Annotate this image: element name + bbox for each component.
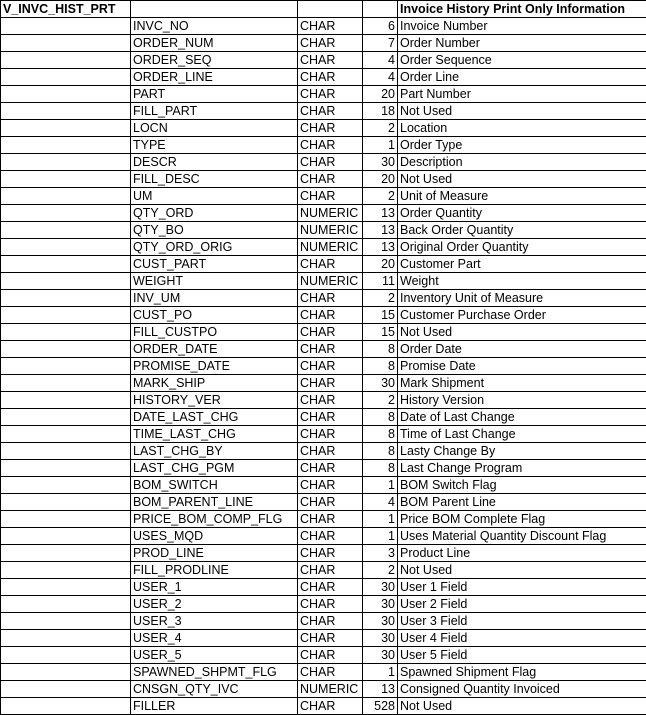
field-name-cell[interactable]: SPAWNED_SHPMT_FLG	[131, 664, 298, 681]
field-name-cell[interactable]: CNSGN_QTY_IVC	[131, 681, 298, 698]
table-name-cell[interactable]	[1, 596, 131, 613]
field-description-cell[interactable]: User 1 Field	[398, 579, 646, 596]
field-description-cell[interactable]: Original Order Quantity	[398, 239, 646, 256]
table-row	[1, 681, 646, 698]
table-row	[1, 443, 646, 460]
field-length-cell[interactable]: 8	[363, 358, 398, 375]
field-type-cell[interactable]: CHAR	[298, 664, 363, 681]
table-row	[1, 137, 646, 154]
field-type-cell[interactable]: CHAR	[298, 511, 363, 528]
field-length-cell[interactable]: 18	[363, 103, 398, 120]
table-row	[1, 18, 646, 35]
field-description-cell[interactable]: Invoice Number	[398, 18, 646, 35]
field-name-cell[interactable]: FILL_DESC	[131, 171, 298, 188]
field-length-cell[interactable]: 2	[363, 120, 398, 137]
field-description-cell[interactable]: Not Used	[398, 324, 646, 341]
field-length-cell[interactable]: 30	[363, 375, 398, 392]
table-row	[1, 545, 646, 562]
field-length-cell[interactable]: 30	[363, 154, 398, 171]
table-name-cell[interactable]	[1, 698, 131, 715]
field-length-cell[interactable]: 1	[363, 528, 398, 545]
field-type-cell[interactable]: CHAR	[298, 698, 363, 715]
field-name-cell[interactable]: ORDER_NUM	[131, 35, 298, 52]
table-row	[1, 579, 646, 596]
field-description-cell[interactable]: Price BOM Complete Flag	[398, 511, 646, 528]
field-length-cell[interactable]: 13	[363, 222, 398, 239]
field-type-cell[interactable]: CHAR	[298, 137, 363, 154]
field-name-cell[interactable]: ORDER_SEQ	[131, 52, 298, 69]
table-name-cell[interactable]	[1, 239, 131, 256]
table-name-cell[interactable]	[1, 613, 131, 630]
table-row	[1, 460, 646, 477]
field-length-cell[interactable]: 11	[363, 273, 398, 290]
field-description-cell[interactable]: Customer Part	[398, 256, 646, 273]
field-type-cell[interactable]: CHAR	[298, 86, 363, 103]
table-row	[1, 426, 646, 443]
table-row	[1, 409, 646, 426]
field-description-cell[interactable]: Consigned Quantity Invoiced	[398, 681, 646, 698]
field-name-cell[interactable]: TYPE	[131, 137, 298, 154]
table-name-cell[interactable]	[1, 290, 131, 307]
table-row	[1, 477, 646, 494]
table-name-cell[interactable]	[1, 154, 131, 171]
table-name-cell[interactable]	[1, 18, 131, 35]
field-description-cell[interactable]: Description	[398, 154, 646, 171]
field-description-cell[interactable]: Unit of Measure	[398, 188, 646, 205]
field-name-cell[interactable]: BOM_PARENT_LINE	[131, 494, 298, 511]
field-name-cell[interactable]: USER_3	[131, 613, 298, 630]
table-row	[1, 86, 646, 103]
field-length-cell[interactable]: 30	[363, 647, 398, 664]
field-description-cell[interactable]: Customer Purchase Order	[398, 307, 646, 324]
field-type-cell[interactable]: CHAR	[298, 188, 363, 205]
table-name-cell[interactable]	[1, 681, 131, 698]
table-name-cell[interactable]	[1, 120, 131, 137]
field-description-cell[interactable]: Back Order Quantity	[398, 222, 646, 239]
field-name-cell[interactable]: QTY_BO	[131, 222, 298, 239]
field-length-cell[interactable]: 2	[363, 562, 398, 579]
field-name-cell[interactable]: LAST_CHG_PGM	[131, 460, 298, 477]
field-description-cell[interactable]: BOM Parent Line	[398, 494, 646, 511]
field-description-cell[interactable]: Not Used	[398, 562, 646, 579]
field-description-cell[interactable]: Weight	[398, 273, 646, 290]
field-name-cell[interactable]: USES_MQD	[131, 528, 298, 545]
table-name-cell[interactable]: V_INVC_HIST_PRT	[1, 1, 131, 18]
field-description-cell[interactable]: User 3 Field	[398, 613, 646, 630]
field-name-cell[interactable]: ORDER_LINE	[131, 69, 298, 86]
field-name-cell[interactable]: INVC_NO	[131, 18, 298, 35]
field-name-cell[interactable]: BOM_SWITCH	[131, 477, 298, 494]
field-length-cell[interactable]: 4	[363, 69, 398, 86]
table-name-cell[interactable]	[1, 222, 131, 239]
table-name-cell[interactable]	[1, 443, 131, 460]
field-name-cell[interactable]: FILL_PRODLINE	[131, 562, 298, 579]
field-description-cell[interactable]: Not Used	[398, 171, 646, 188]
field-type-cell[interactable]: CHAR	[298, 256, 363, 273]
table-row	[1, 358, 646, 375]
field-type-cell[interactable]: NUMERIC	[298, 222, 363, 239]
field-name-cell[interactable]: LOCN	[131, 120, 298, 137]
table-row	[1, 239, 646, 256]
table-name-cell[interactable]	[1, 545, 131, 562]
field-type-cell[interactable]: CHAR	[298, 392, 363, 409]
field-length-cell[interactable]: 15	[363, 324, 398, 341]
table-description-cell[interactable]: Invoice History Print Only Information	[398, 1, 646, 18]
field-description-cell[interactable]: Time of Last Change	[398, 426, 646, 443]
table-row	[1, 647, 646, 664]
table-row	[1, 494, 646, 511]
field-name-cell[interactable]: USER_4	[131, 630, 298, 647]
field-description-cell[interactable]: User 2 Field	[398, 596, 646, 613]
field-name-cell[interactable]: HISTORY_VER	[131, 392, 298, 409]
field-type-cell[interactable]: CHAR	[298, 579, 363, 596]
field-type-cell[interactable]: CHAR	[298, 528, 363, 545]
field-length-cell[interactable]: 30	[363, 613, 398, 630]
table-row	[1, 596, 646, 613]
table-row	[1, 120, 646, 137]
field-name-cell[interactable]: DATE_LAST_CHG	[131, 409, 298, 426]
field-name-cell[interactable]: FILL_CUSTPO	[131, 324, 298, 341]
table-name-cell[interactable]	[1, 273, 131, 290]
field-length-cell[interactable]: 8	[363, 409, 398, 426]
field-name-cell[interactable]: MARK_SHIP	[131, 375, 298, 392]
field-name-cell[interactable]: PRICE_BOM_COMP_FLG	[131, 511, 298, 528]
table-row	[1, 664, 646, 681]
field-type-cell[interactable]: CHAR	[298, 103, 363, 120]
field-name-cell[interactable]: USER_1	[131, 579, 298, 596]
field-type-cell[interactable]: CHAR	[298, 290, 363, 307]
field-type-cell[interactable]: CHAR	[298, 494, 363, 511]
field-description-cell[interactable]: Part Number	[398, 86, 646, 103]
table-name-cell[interactable]	[1, 86, 131, 103]
header-field-cell[interactable]	[131, 1, 298, 18]
field-description-cell[interactable]: Location	[398, 120, 646, 137]
header-row	[1, 1, 646, 18]
field-length-cell[interactable]: 20	[363, 86, 398, 103]
table-row	[1, 511, 646, 528]
table-name-cell[interactable]	[1, 35, 131, 52]
field-name-cell[interactable]: ORDER_DATE	[131, 341, 298, 358]
table-name-cell[interactable]	[1, 511, 131, 528]
field-description-cell[interactable]: BOM Switch Flag	[398, 477, 646, 494]
field-type-cell[interactable]: CHAR	[298, 69, 363, 86]
table-name-cell[interactable]	[1, 137, 131, 154]
field-type-cell[interactable]: CHAR	[298, 545, 363, 562]
field-length-cell[interactable]: 30	[363, 579, 398, 596]
table-row	[1, 324, 646, 341]
table-row	[1, 103, 646, 120]
field-length-cell[interactable]: 2	[363, 392, 398, 409]
field-name-cell[interactable]: PROD_LINE	[131, 545, 298, 562]
field-description-cell[interactable]: Mark Shipment	[398, 375, 646, 392]
field-name-cell[interactable]: LAST_CHG_BY	[131, 443, 298, 460]
field-description-cell[interactable]: History Version	[398, 392, 646, 409]
field-type-cell[interactable]: CHAR	[298, 613, 363, 630]
field-length-cell[interactable]: 20	[363, 171, 398, 188]
table-row	[1, 188, 646, 205]
field-type-cell[interactable]: NUMERIC	[298, 273, 363, 290]
table-row	[1, 171, 646, 188]
field-description-cell[interactable]: Spawned Shipment Flag	[398, 664, 646, 681]
field-length-cell[interactable]: 7	[363, 35, 398, 52]
field-description-cell[interactable]: Not Used	[398, 698, 646, 715]
field-name-cell[interactable]: PROMISE_DATE	[131, 358, 298, 375]
field-type-cell[interactable]: CHAR	[298, 120, 363, 137]
field-name-cell[interactable]: DESCR	[131, 154, 298, 171]
table-name-cell[interactable]	[1, 358, 131, 375]
field-length-cell[interactable]: 8	[363, 460, 398, 477]
field-type-cell[interactable]: CHAR	[298, 35, 363, 52]
field-length-cell[interactable]: 4	[363, 494, 398, 511]
field-description-cell[interactable]: Date of Last Change	[398, 409, 646, 426]
table-name-cell[interactable]	[1, 307, 131, 324]
table-name-cell[interactable]	[1, 562, 131, 579]
field-type-cell[interactable]: CHAR	[298, 562, 363, 579]
table-name-cell[interactable]	[1, 528, 131, 545]
field-length-cell[interactable]: 8	[363, 426, 398, 443]
table-row	[1, 273, 646, 290]
table-row	[1, 35, 646, 52]
field-length-cell[interactable]: 2	[363, 188, 398, 205]
field-length-cell[interactable]: 20	[363, 256, 398, 273]
field-type-cell[interactable]: CHAR	[298, 154, 363, 171]
field-type-cell[interactable]: NUMERIC	[298, 681, 363, 698]
table-row	[1, 341, 646, 358]
table-row	[1, 222, 646, 239]
field-type-cell[interactable]: CHAR	[298, 341, 363, 358]
table-row	[1, 290, 646, 307]
field-type-cell[interactable]: CHAR	[298, 647, 363, 664]
table-name-cell[interactable]	[1, 103, 131, 120]
table-name-cell[interactable]	[1, 664, 131, 681]
field-length-cell[interactable]: 1	[363, 664, 398, 681]
field-length-cell[interactable]: 1	[363, 477, 398, 494]
table-name-cell[interactable]	[1, 647, 131, 664]
table-row	[1, 613, 646, 630]
table-row	[1, 256, 646, 273]
table-row	[1, 307, 646, 324]
table-name-cell[interactable]	[1, 375, 131, 392]
table-name-cell[interactable]	[1, 426, 131, 443]
field-type-cell[interactable]: NUMERIC	[298, 205, 363, 222]
field-type-cell[interactable]: CHAR	[298, 460, 363, 477]
field-description-cell[interactable]: Order Date	[398, 341, 646, 358]
table-row	[1, 52, 646, 69]
field-name-cell[interactable]: INV_UM	[131, 290, 298, 307]
field-name-cell[interactable]: WEIGHT	[131, 273, 298, 290]
table-name-cell[interactable]	[1, 460, 131, 477]
field-length-cell[interactable]: 30	[363, 630, 398, 647]
header-length-cell[interactable]	[363, 1, 398, 18]
field-name-cell[interactable]: FILLER	[131, 698, 298, 715]
field-length-cell[interactable]: 6	[363, 18, 398, 35]
field-length-cell[interactable]: 8	[363, 443, 398, 460]
field-type-cell[interactable]: CHAR	[298, 18, 363, 35]
table-name-cell[interactable]	[1, 630, 131, 647]
field-description-cell[interactable]: Lasty Change By	[398, 443, 646, 460]
field-name-cell[interactable]: PART	[131, 86, 298, 103]
field-type-cell[interactable]: CHAR	[298, 426, 363, 443]
field-name-cell[interactable]: UM	[131, 188, 298, 205]
table-row	[1, 375, 646, 392]
field-name-cell[interactable]: TIME_LAST_CHG	[131, 426, 298, 443]
table-row	[1, 154, 646, 171]
field-type-cell[interactable]: CHAR	[298, 443, 363, 460]
field-type-cell[interactable]: CHAR	[298, 409, 363, 426]
table-name-cell[interactable]	[1, 477, 131, 494]
field-type-cell[interactable]: CHAR	[298, 324, 363, 341]
field-description-cell[interactable]: Order Line	[398, 69, 646, 86]
table-name-cell[interactable]	[1, 341, 131, 358]
field-length-cell[interactable]: 13	[363, 681, 398, 698]
field-length-cell[interactable]: 3	[363, 545, 398, 562]
field-description-cell[interactable]: Order Sequence	[398, 52, 646, 69]
field-description-cell[interactable]: Product Line	[398, 545, 646, 562]
field-name-cell[interactable]: CUST_PO	[131, 307, 298, 324]
table-name-cell[interactable]	[1, 52, 131, 69]
field-length-cell[interactable]: 15	[363, 307, 398, 324]
table-row	[1, 630, 646, 647]
field-name-cell[interactable]: CUST_PART	[131, 256, 298, 273]
field-length-cell[interactable]: 528	[363, 698, 398, 715]
field-type-cell[interactable]: CHAR	[298, 307, 363, 324]
field-type-cell[interactable]: CHAR	[298, 477, 363, 494]
table-row	[1, 392, 646, 409]
field-description-cell[interactable]: Not Used	[398, 103, 646, 120]
table-name-cell[interactable]	[1, 392, 131, 409]
table-name-cell[interactable]	[1, 188, 131, 205]
header-type-cell[interactable]	[298, 1, 363, 18]
field-type-cell[interactable]: CHAR	[298, 52, 363, 69]
table-row	[1, 562, 646, 579]
field-name-cell[interactable]: FILL_PART	[131, 103, 298, 120]
field-length-cell[interactable]: 8	[363, 341, 398, 358]
field-length-cell[interactable]: 30	[363, 596, 398, 613]
table-name-cell[interactable]	[1, 171, 131, 188]
field-length-cell[interactable]: 2	[363, 290, 398, 307]
field-type-cell[interactable]: CHAR	[298, 630, 363, 647]
table-row	[1, 69, 646, 86]
table-row	[1, 698, 646, 715]
field-description-cell[interactable]: Inventory Unit of Measure	[398, 290, 646, 307]
table-row	[1, 528, 646, 545]
field-name-cell[interactable]: QTY_ORD_ORIG	[131, 239, 298, 256]
field-length-cell[interactable]: 13	[363, 205, 398, 222]
field-type-cell[interactable]: NUMERIC	[298, 239, 363, 256]
field-description-cell[interactable]: Promise Date	[398, 358, 646, 375]
field-description-cell[interactable]: Order Type	[398, 137, 646, 154]
field-description-cell[interactable]: User 4 Field	[398, 630, 646, 647]
field-type-cell[interactable]: CHAR	[298, 358, 363, 375]
field-description-cell[interactable]: Uses Material Quantity Discount Flag	[398, 528, 646, 545]
field-length-cell[interactable]: 1	[363, 511, 398, 528]
table-name-cell[interactable]	[1, 324, 131, 341]
field-type-cell[interactable]: CHAR	[298, 171, 363, 188]
field-length-cell[interactable]: 1	[363, 137, 398, 154]
table-body	[1, 1, 646, 715]
table-name-cell[interactable]	[1, 579, 131, 596]
field-type-cell[interactable]: CHAR	[298, 375, 363, 392]
field-length-cell[interactable]: 13	[363, 239, 398, 256]
field-description-cell[interactable]: Last Change Program	[398, 460, 646, 477]
table-name-cell[interactable]	[1, 256, 131, 273]
table-row	[1, 205, 646, 222]
field-type-cell[interactable]: CHAR	[298, 596, 363, 613]
field-description-cell[interactable]: User 5 Field	[398, 647, 646, 664]
table-name-cell[interactable]	[1, 205, 131, 222]
field-description-cell[interactable]: Order Number	[398, 35, 646, 52]
field-description-cell[interactable]: Order Quantity	[398, 205, 646, 222]
table-name-cell[interactable]	[1, 409, 131, 426]
table-name-cell[interactable]	[1, 69, 131, 86]
field-name-cell[interactable]: QTY_ORD	[131, 205, 298, 222]
field-name-cell[interactable]: USER_2	[131, 596, 298, 613]
field-length-cell[interactable]: 4	[363, 52, 398, 69]
field-name-cell[interactable]: USER_5	[131, 647, 298, 664]
table-name-cell[interactable]	[1, 494, 131, 511]
